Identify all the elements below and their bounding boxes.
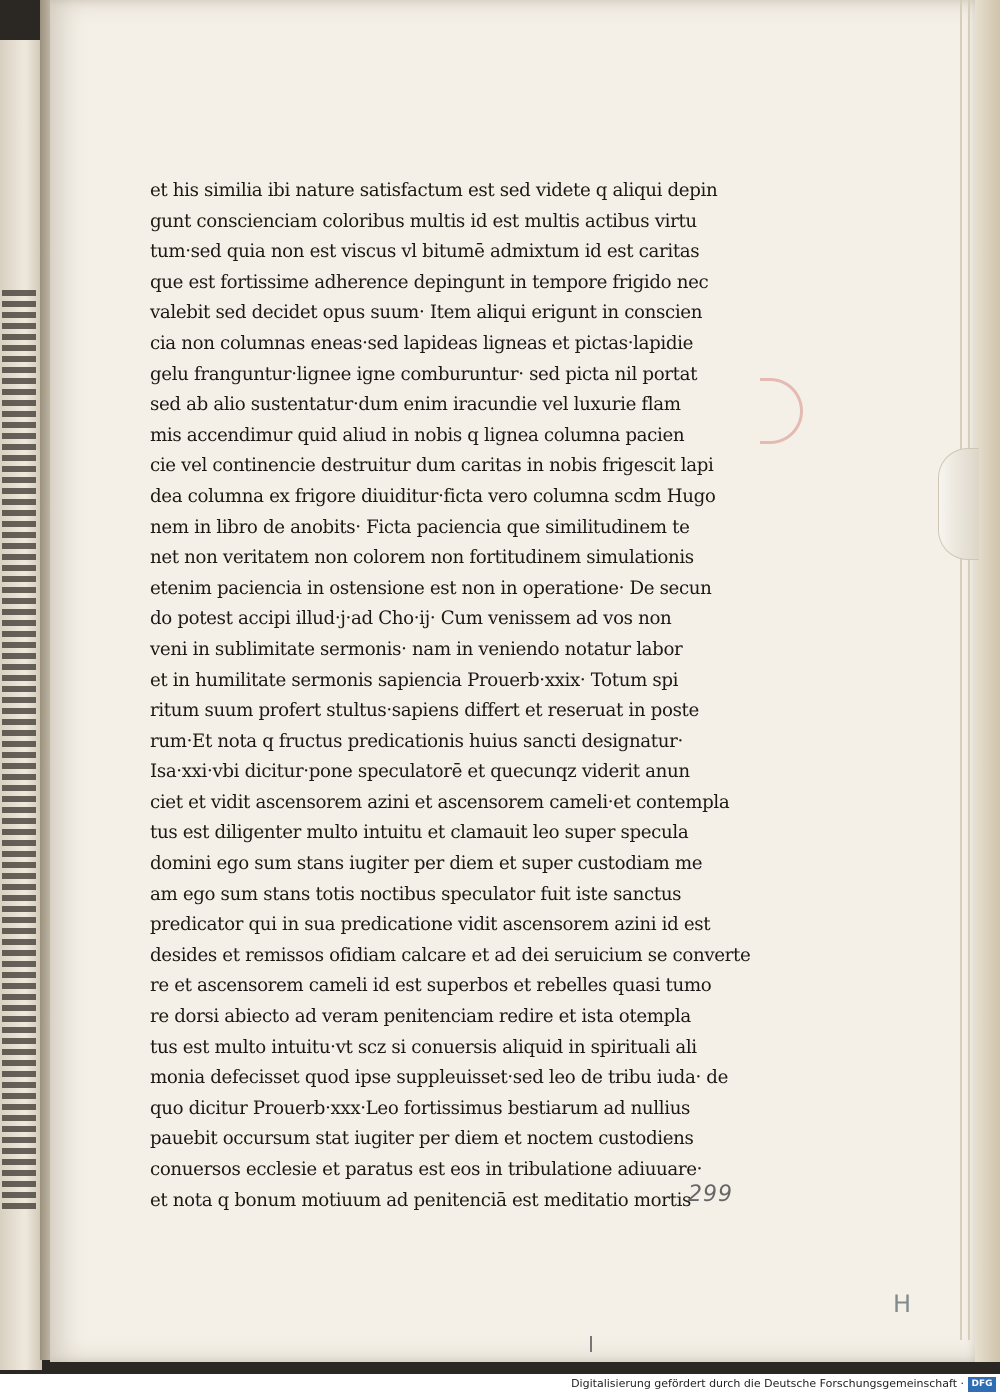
text-line: ciet et vidit ascensorem azini et ascensorem cameli·et contempla xyxy=(150,791,730,813)
text-line: pauebit occursum stat iugiter per diem et noctem custodiens xyxy=(150,1128,694,1150)
text-line: ritum suum profert stultus·sapiens differt et reseruat in poste xyxy=(150,700,699,722)
text-line: cie vel continencie destruitur dum caritas in nobis frigescit lapi xyxy=(150,455,714,477)
dfg-logo: DFG xyxy=(968,1377,996,1392)
page-stack-edge xyxy=(975,0,1000,1362)
text-line: re dorsi abiecto ad veram penitenciam redire et ista otempla xyxy=(150,1006,691,1028)
text-line: et in humilitate sermonis sapiencia Prouerb·xxix· Totum spi xyxy=(150,669,679,691)
text-line: desides et remissos ofidiam calcare et ad dei seruicium se converte xyxy=(150,944,751,966)
incunabula-text-block xyxy=(150,176,770,1216)
leaf-edge-line xyxy=(968,0,970,1340)
text-line: etenim paciencia in ostensione est non in operatione· De secun xyxy=(150,577,712,599)
text-line: predicator qui in sua predicatione vidit ascensorem azini id est xyxy=(150,914,711,936)
text-line: am ego sum stans totis noctibus speculator fuit iste sanctus xyxy=(150,883,682,905)
text-line: gelu franguntur·lignee igne comburuntur· sed picta nil portat xyxy=(150,363,698,385)
text-line: re et ascensorem cameli id est superbos et rebelles quasi tumo xyxy=(150,975,712,997)
text-line: cia non columnas eneas·sed lapideas ligneas et pictas·lapidie xyxy=(150,332,694,354)
text-line: et nota q bonum motiuum ad penitenciā est meditatio mortis xyxy=(150,1189,692,1211)
text-line: gunt conscienciam coloribus multis id est multis actibus virtu xyxy=(150,210,697,232)
text-line: monia defecisset quod ipse suppleuisset·sed leo de tribu iuda· de xyxy=(150,1067,729,1089)
text-line: do potest accipi illud·j·ad Cho·ij· Cum venissem ad vos non xyxy=(150,608,672,630)
text-line: nem in libro de anobits· Ficta paciencia que similitudinem te xyxy=(150,516,690,538)
folio-number: 299 xyxy=(688,1182,733,1207)
gutter-tick-mark xyxy=(590,1336,592,1352)
text-line: net non veritatem non colorem non fortitudinem simulationis xyxy=(150,547,694,569)
text-line: et his similia ibi nature satisfactum est sed videte q aliqui depin xyxy=(150,180,718,201)
text-line: sed ab alio sustentatur·dum enim iracundie vel luxurie flam xyxy=(150,394,681,416)
text-line: tus est multo intuitu·vt scz si conuersis aliquid in spirituali ali xyxy=(150,1036,697,1058)
funding-credit: Digitalisierung gefördert durch die Deutsche Forschungsgemeinschaft · xyxy=(571,1377,964,1390)
text-line: Isa·xxi·vbi dicitur·pone speculatorē et quecunqz viderit anun xyxy=(150,761,690,783)
pencil-mark: H xyxy=(893,1290,912,1318)
text-line: veni in sublimitate sermonis· nam in veniendo notatur labor xyxy=(150,638,683,660)
footer-bar xyxy=(0,1374,1000,1396)
text-line: domini ego sum stans iugiter per diem et super custodiam me xyxy=(150,853,703,875)
text-line: conuersos ecclesie et paratus est eos in tribulatione adiuuare· xyxy=(150,1159,703,1180)
text-line: valebit sed decidet opus suum· Item aliqui erigunt in conscien xyxy=(150,302,703,324)
plastic-page-clip xyxy=(938,448,979,560)
text-line: tum·sed quia non est viscus vl bitumē admixtum id est caritas xyxy=(150,241,700,263)
text-line: quo dicitur Prouerb·xxx·Leo fortissimus bestiarum ad nullius xyxy=(150,1097,691,1119)
text-line: rum·Et nota q fructus predicationis huius sancti designatur· xyxy=(150,730,683,752)
text-line: que est fortissime adherence depingunt in tempore frigido nec xyxy=(150,271,709,293)
text-line: tus est diligenter multo intuitu et clamauit leo super specula xyxy=(150,822,689,844)
adjacent-page-edge xyxy=(0,40,42,1370)
text-line: dea columna ex frigore diuiditur·ficta vero columna scdm Hugo xyxy=(150,485,716,507)
text-line: mis accendimur quid aliud in nobis q lignea columna pacien xyxy=(150,424,685,446)
leaf-edge-line xyxy=(960,0,962,1340)
adjacent-page-text xyxy=(2,290,36,1210)
